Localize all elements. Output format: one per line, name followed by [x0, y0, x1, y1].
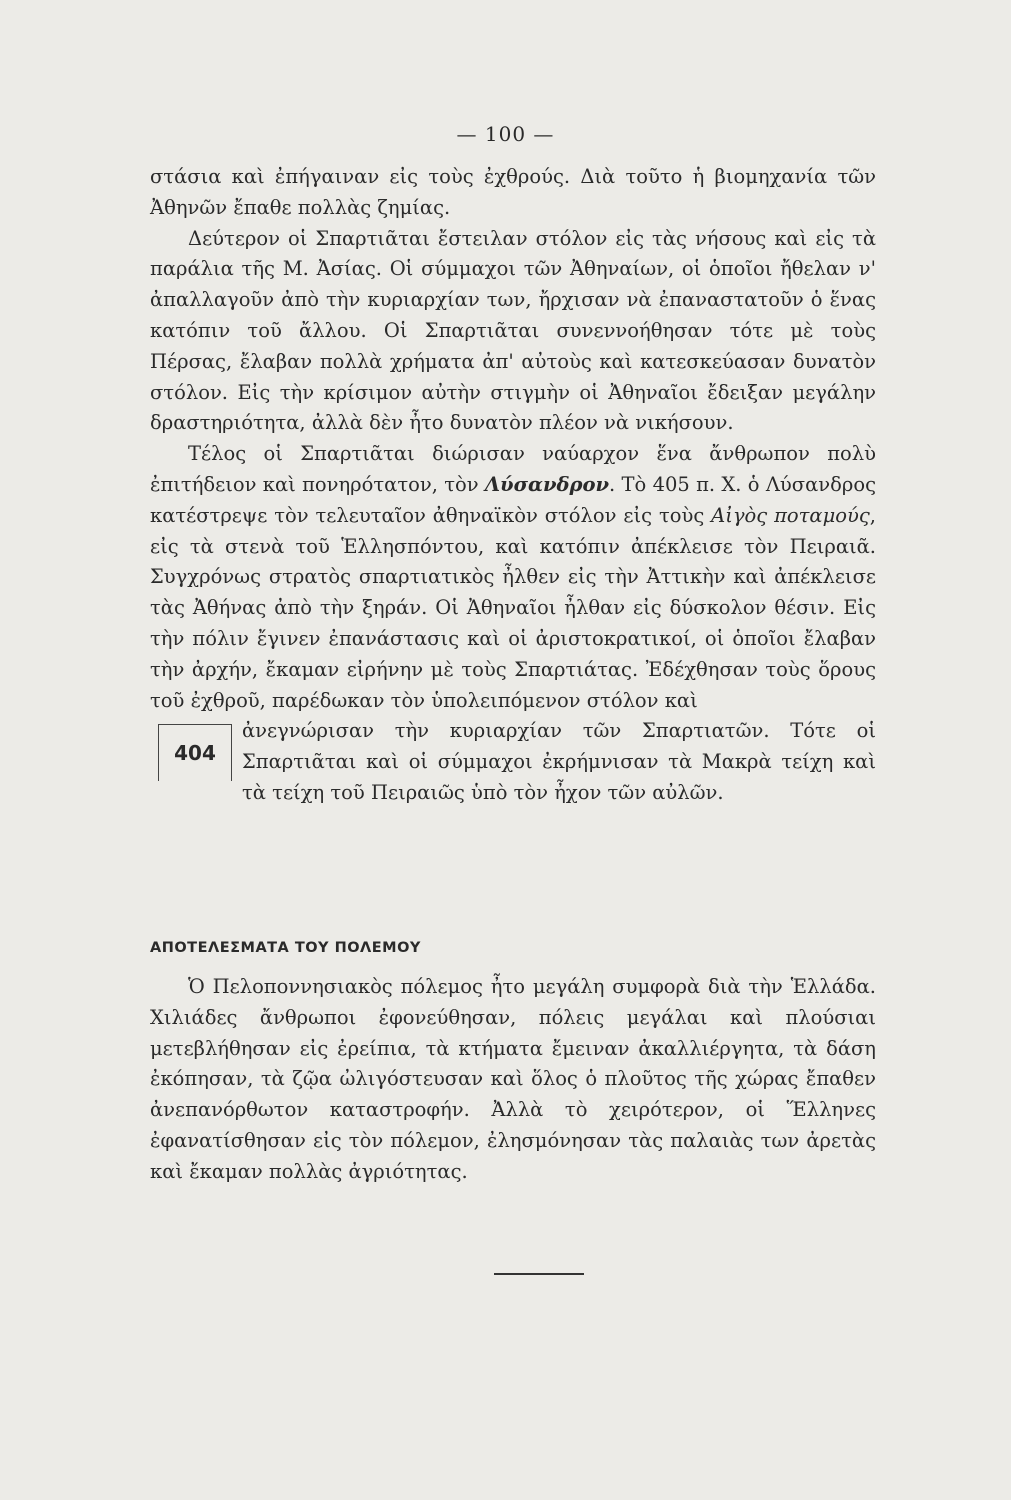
- page-number: — 100 —: [456, 122, 555, 146]
- paragraph-404-text: ἀνεγνώρισαν τὴν κυριαρχίαν τῶν Σπαρτιατῶν. Τότε οἱ Σπαρτιᾶται καὶ οἱ σύμμαχοι ἐκρήμνισαν τὰ Μακρὰ τείχη καὶ τὰ τείχη τοῦ Πειραιῶς ὑπὸ τὸν ἦχον τῶν αὐλῶν.: [242, 719, 876, 804]
- paragraph-spartan-fleet: Δεύτερον οἱ Σπαρτιᾶται ἔστειλαν στόλον εἰς τὰς νήσους καὶ εἰς τὰ παράλια τῆς Μ. Ἀσίας. Οἱ σύμμαχοι τῶν Ἀθηναίων, οἱ ὁποῖοι ἤθελαν ν' ἀπαλλαγοῦν ἀπὸ τὴν κυριαρχίαν των, ἤρχισαν νὰ ἐπαναστατοῦν ὁ ἕνας κατόπιν τοῦ ἄλλου. Οἱ Σπαρτιᾶται συνεννοήθησαν τότε μὲ τοὺς Πέρσας, ἔλαβαν πολλὰ χρήματα ἀπ' αὐτοὺς καὶ κατεσκεύασαν δυνατὸν στόλον. Εἰς τὴν κρίσιμον αὐτὴν στιγμὴν οἱ Ἀθηναῖοι ἔδειξαν μεγάλην δραστηριότητα, ἀλλὰ δὲν ἦτο δυνατὸν πλέον νὰ νικήσουν.: [150, 226, 876, 435]
- lysandros-text-middle: . Τὸ 405 π. Χ. ὁ Λύσανδρος κατέστρεψε τὸν τελευταῖον ἀθηναϊκὸν στόλον εἰς τοὺς: [150, 472, 876, 527]
- year-marginal-box: 404: [158, 724, 232, 781]
- aigos-potamoi: Αἰγὸς ποταμούς: [711, 503, 870, 527]
- paragraph-404: [150, 716, 876, 808]
- lysandros-name: Λύσανδρον: [484, 472, 610, 496]
- section-title: ΑΠΟΤΕΛΕΣΜΑΤΑ ΤΟΥ ΠΟΛΕΜΟΥ: [150, 940, 421, 956]
- main-text: [150, 162, 876, 809]
- paragraph-workshops: στάσια καὶ ἐπήγαιναν εἰς τοὺς ἐχθρούς. Διὰ τοῦτο ἡ βιομηχανία τῶν Ἀθηνῶν ἔπαθε πολλὰς ζημίας.: [150, 165, 876, 219]
- paragraph-lysandros: [150, 439, 876, 716]
- paragraph-results: Ὁ Πελοποννησιακὸς πόλεμος ἦτο μεγάλη συμφορὰ διὰ τὴν Ἑλλάδα. Χιλιάδες ἄνθρωποι ἐφονεύθησαν, πόλεις μεγάλαι καὶ πλούσιαι μετεβλήθησαν εἰς ἐρείπια, τὰ κτήματα ἔμειναν ἀκαλλιέργητα, τὰ δάση ἐκόπησαν, τὰ ζῷα ὠλιγόστευσαν καὶ ὅλος ὁ πλοῦτος τῆς χώρας ἔπαθεν ἀνεπανόρθωτον καταστροφήν. Ἀλλὰ τὸ χειρότερον, οἱ Ἕλληνες ἐφανατίσθησαν εἰς τὸν πόλεμον, ἐλησμόνησαν τὰς παλαιὰς των ἀρετὰς καὶ ἔκαμαν πολλὰς ἀγριότητας.: [150, 975, 876, 1183]
- end-rule: [494, 1273, 584, 1275]
- results-text: [150, 972, 876, 1188]
- lysandros-text-after: , εἰς τὰ στενὰ τοῦ Ἑλλησπόντου, καὶ κατόπιν ἀπέκλεισε τὸν Πειραιᾶ. Συγχρόνως στρατὸς σπαρτιατικὸς ἦλθεν εἰς τὴν Ἀττικὴν καὶ ἀπέκλεισε τὰς Ἀθήνας ἀπὸ τὴν ξηράν. Οἱ Ἀθηναῖοι ἦλθαν εἰς δύσκολον θέσιν. Εἰς τὴν πόλιν ἔγινεν ἐπανάστασις καὶ οἱ ἀριστοκρατικοί, οἱ ὁποῖοι ἔλαβαν τὴν ἀρχήν, ἔκαμαν εἰρήνην μὲ τοὺς Σπαρτιάτας. Ἐδέχθησαν τοὺς ὅρους τοῦ ἐχθροῦ, παρέδωκαν τὸν ὑπολειπόμενον στόλον καὶ: [150, 503, 876, 712]
- lysandros-text-before: Τέλος οἱ Σπαρτιᾶται διώρισαν ναύαρχον ἕνα ἄνθρωπον πολὺ ἐπιτήδειον καὶ πονηρότατον, τὸν: [150, 442, 876, 496]
